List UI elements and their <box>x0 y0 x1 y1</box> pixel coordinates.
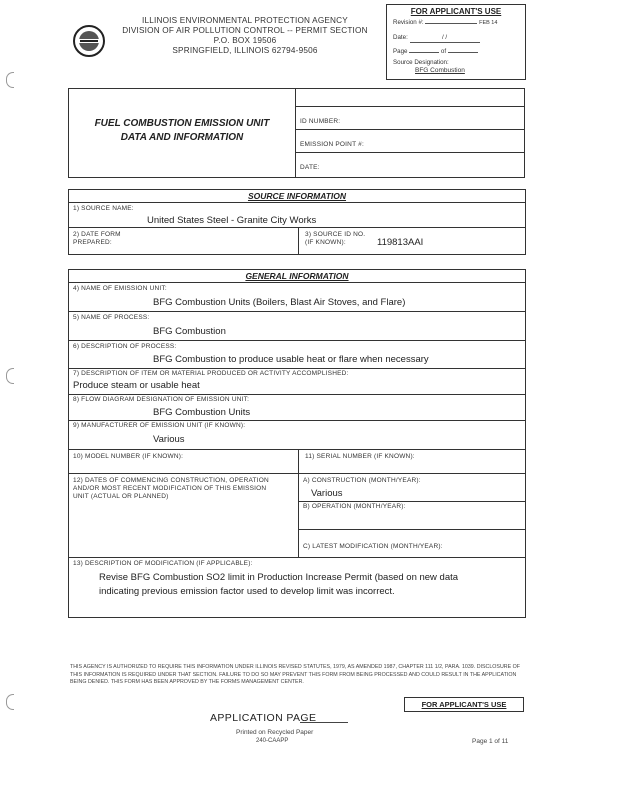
page-label: Page <box>393 48 408 55</box>
operation-date-label: B) OPERATION (MONTH/YEAR): <box>303 503 406 510</box>
date-form-prepared-label: 2) DATE FORM PREPARED: <box>73 231 121 246</box>
legal-notice: THIS AGENCY IS AUTHORIZED TO REQUIRE THIS INFORMATION UNDER ILLINOIS REVISED STATUTES, 1979, AS AMENDED 1987, CHAPTER 111 1/2, PARA. 1039. DISCLOSURE OF THIS INFORMATION IS REQUIRED UNDER THAT SECTION. FAILURE TO DO SO MAY PREVENT THIS FORM FROM BEING PROCESSED AND COULD RESULT IN THE APPLICATION BEING DENIED. THIS FORM HAS BEEN APPROVED BY THE FORMS MANAGEMENT CENTER. <box>70 664 520 686</box>
revision-label: Revision #: <box>393 19 424 26</box>
general-information-header: GENERAL INFORMATION <box>69 270 525 283</box>
source-id-label: 3) SOURCE ID NO. (IF KNOWN): <box>305 231 366 246</box>
source-designation-label: Source Designation: <box>393 59 449 66</box>
emission-unit-name-label: 4) NAME OF EMISSION UNIT: <box>73 285 167 292</box>
id-number-field[interactable]: ID NUMBER: <box>300 118 341 125</box>
process-description-label: 6) DESCRIPTION OF PROCESS: <box>73 343 177 350</box>
agency-name: ILLINOIS ENVIRONMENTAL PROTECTION AGENCY <box>142 16 348 25</box>
agency-seal-logo <box>72 24 106 58</box>
flow-diagram-label: 8) FLOW DIAGRAM DESIGNATION OF EMISSION UNIT: <box>73 396 250 403</box>
manufacturer-value[interactable]: Various <box>153 434 185 445</box>
agency-header <box>110 16 380 56</box>
punch-hole <box>6 694 14 710</box>
id-date-field[interactable]: DATE: <box>300 164 320 171</box>
agency-city: SPRINGFIELD, ILLINOIS 62794-9506 <box>172 46 318 55</box>
recycled-paper-note: Printed on Recycled Paper <box>236 729 314 736</box>
flow-diagram-value[interactable]: BFG Combustion Units <box>153 407 251 418</box>
footer-applicant-use-box <box>404 697 524 712</box>
emission-point-field[interactable]: EMISSION POINT #: <box>300 141 364 148</box>
source-information-section <box>68 189 526 255</box>
construction-date-label: A) CONSTRUCTION (MONTH/YEAR): <box>303 477 421 484</box>
model-number-label: 10) MODEL NUMBER (IF KNOWN): <box>73 453 184 460</box>
construction-date-value[interactable]: Various <box>311 488 343 499</box>
source-id-value[interactable]: 119813AAI <box>377 237 424 248</box>
form-title-line2: DATA AND INFORMATION <box>120 132 244 143</box>
source-name-label: 1) SOURCE NAME: <box>73 205 134 212</box>
manufacturer-label: 9) MANUFACTURER OF EMISSION UNIT (IF KNOWN): <box>73 422 246 429</box>
item-produced-label: 7) DESCRIPTION OF ITEM OR MATERIAL PRODUCED OR ACTIVITY ACCOMPLISHED: <box>73 370 349 377</box>
item-produced-value[interactable]: Produce steam or usable heat <box>73 380 200 391</box>
process-name-value[interactable]: BFG Combustion <box>153 326 226 337</box>
process-name-label: 5) NAME OF PROCESS: <box>73 314 150 321</box>
punch-hole <box>6 368 14 384</box>
application-page-line <box>300 722 348 723</box>
serial-number-label: 11) SERIAL NUMBER (IF KNOWN): <box>305 453 415 460</box>
source-information-header: SOURCE INFORMATION <box>69 190 525 203</box>
agency-po-box: P.O. BOX 19506 <box>213 36 277 45</box>
agency-division: DIVISION OF AIR POLLUTION CONTROL -- PERMIT SECTION <box>122 26 368 35</box>
page-of: of <box>440 48 447 55</box>
page-number: Page 1 of 11 <box>472 738 509 745</box>
applicant-use-title: FOR APPLICANT'S USE <box>410 7 502 16</box>
form-title-box <box>68 88 296 178</box>
application-page-label: APPLICATION PAGE <box>210 712 317 724</box>
modification-description-line1[interactable]: Revise BFG Combustion SO2 limit in Production Increase Permit (based on new data <box>99 572 459 583</box>
revision-corner: FEB 14 <box>479 20 498 26</box>
construction-dates-label: 12) DATES OF COMMENCING CONSTRUCTION, OPERATION AND/OR MOST RECENT MODIFICATION OF THIS EMISSION UNIT (ACTUAL OR PLANNED) <box>73 477 269 500</box>
modification-description-label: 13) DESCRIPTION OF MODIFICATION (IF APPLICABLE): <box>73 560 253 567</box>
footer-applicant-use-title: FOR APPLICANT'S USE <box>421 700 507 709</box>
form-title-line1: FUEL COMBUSTION EMISSION UNIT <box>94 118 270 129</box>
latest-modification-label: C) LATEST MODIFICATION (MONTH/YEAR): <box>303 543 443 550</box>
source-designation-value: BFG Combustion <box>415 67 465 74</box>
modification-description-line2[interactable]: indicating previous emission factor used to develop limit was incorrect. <box>99 586 395 597</box>
form-number: 240-CAAPP <box>256 738 289 744</box>
id-box <box>295 88 525 178</box>
date-label: Date: <box>393 34 408 41</box>
general-information-section <box>68 269 526 618</box>
process-description-value[interactable]: BFG Combustion to produce usable heat or flare when necessary <box>153 354 429 365</box>
applicant-use-box <box>386 4 526 80</box>
date-value: / / <box>410 34 480 43</box>
punch-hole <box>6 72 14 88</box>
emission-unit-name-value[interactable]: BFG Combustion Units (Boilers, Blast Air Stoves, and Flare) <box>153 297 406 308</box>
source-name-value[interactable]: United States Steel - Granite City Works <box>147 215 317 226</box>
